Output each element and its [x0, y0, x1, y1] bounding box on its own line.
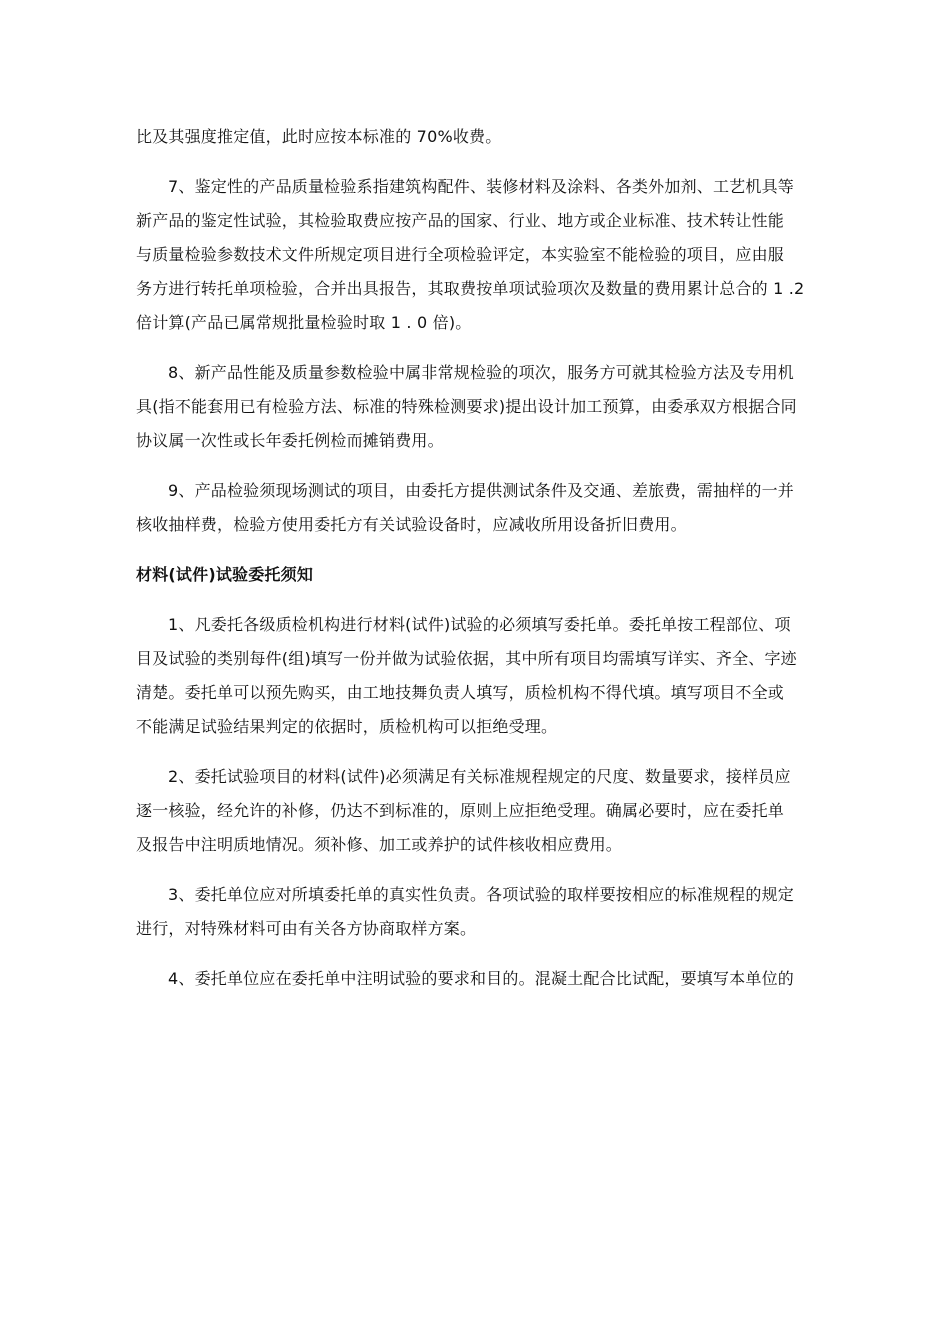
text-line: 4、委托单位应在委托单中注明试验的要求和目的。混凝土配合比试配，要填写本单位的: [168, 969, 794, 988]
text-line: 倍计算(产品已属常规批量检验时取 1 . 0 倍)。: [136, 313, 472, 332]
text-line: 不能满足试验结果判定的依据时，质检机构可以拒绝受理。: [136, 717, 558, 736]
paragraph-notice-2: [136, 760, 816, 862]
section-heading: [136, 558, 816, 592]
text-line: 7、鉴定性的产品质量检验系指建筑构配件、装修材料及涂料、各类外加剂、工艺机具等: [168, 177, 794, 196]
text-line: 及报告中注明质地情况。须补修、加工或养护的试件核收相应费用。: [136, 835, 623, 854]
paragraph-item-9: [136, 474, 816, 542]
paragraph-continuation: [136, 120, 816, 154]
text-line: 清楚。委托单可以预先购买，由工地技舞负责人填写，质检机构不得代填。填写项目不全或: [136, 683, 785, 702]
text-line: 协议属一次性或长年委托例检而摊销费用。: [136, 431, 444, 450]
text-line: 3、委托单位应对所填委托单的真实性负责。各项试验的取样要按相应的标准规程的规定: [168, 885, 794, 904]
text-line: 务方进行转托单项检验，合并出具报告，其取费按单项试验项次及数量的费用累计总合的 1 .2: [136, 279, 805, 298]
text-line: 目及试验的类别每件(组)填写一份并做为试验依据，其中所有项目均需填写详实、齐全、字迹: [136, 649, 797, 668]
document-body: [136, 120, 816, 996]
text-line: 具(指不能套用已有检验方法、标准的特殊检测要求)提出设计加工预算，由委承双方根据合同: [136, 397, 797, 416]
text-line: 1、凡委托各级质检机构进行材料(试件)试验的必须填写委托单。委托单按工程部位、项: [168, 615, 791, 634]
text-line: 新产品的鉴定性试验，其检验取费应按产品的国家、行业、地方或企业标准、技术转让性能: [136, 211, 785, 230]
text-line: 2、委托试验项目的材料(试件)必须满足有关标准规程规定的尺度、数量要求，接样员应: [168, 767, 791, 786]
text-line: 核收抽样费，检验方使用委托方有关试验设备时，应减收所用设备折旧费用。: [136, 515, 687, 534]
text-line: 比及其强度推定值，此时应按本标准的 70%收费。: [136, 127, 502, 146]
heading-text: 材料(试件)试验委托须知: [136, 565, 314, 584]
paragraph-notice-3: [136, 878, 816, 946]
paragraph-item-8: [136, 356, 816, 458]
paragraph-item-7: [136, 170, 816, 340]
text-line: 8、新产品性能及质量参数检验中属非常规检验的项次，服务方可就其检验方法及专用机: [168, 363, 794, 382]
text-line: 逐一核验，经允许的补修，仍达不到标准的，原则上应拒绝受理。确属必要时，应在委托单: [136, 801, 785, 820]
text-line: 进行，对特殊材料可由有关各方协商取样方案。: [136, 919, 477, 938]
paragraph-notice-1: [136, 608, 816, 744]
text-line: 与质量检验参数技术文件所规定项目进行全项检验评定，本实验室不能检验的项目，应由服: [136, 245, 785, 264]
text-line: 9、产品检验须现场测试的项目，由委托方提供测试条件及交通、差旅费，需抽样的一并: [168, 481, 794, 500]
paragraph-notice-4: [136, 962, 816, 996]
